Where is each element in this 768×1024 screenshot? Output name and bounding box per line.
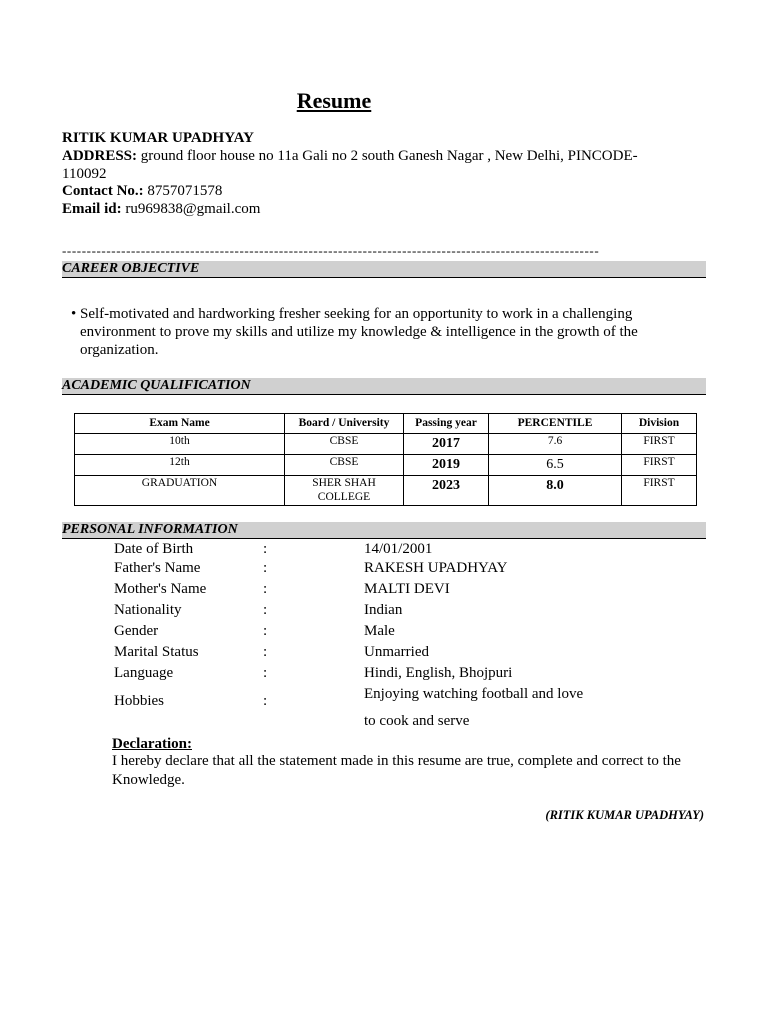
column-header: PERCENTILE [489, 414, 622, 434]
field-label-gender: Gender [114, 623, 159, 639]
personal-information-bar [62, 522, 706, 539]
field-label-dob: Date of Birth [114, 541, 194, 557]
field-value-mother: MALTI DEVI [364, 581, 450, 597]
field-label-nationality: Nationality [114, 602, 182, 618]
field-value-hobbies: Enjoying watching football and love [364, 686, 584, 702]
declaration-heading: Declaration: [112, 736, 192, 752]
contact-label: Contact No.: [62, 183, 144, 199]
field-value-nationality: Indian [364, 602, 403, 618]
column-header: Passing year [404, 414, 489, 434]
signature: (RITIK KUMAR UPADHYAY) [545, 808, 704, 822]
column-header: Board / University [285, 414, 404, 434]
field-value-gender: Male [364, 623, 395, 639]
table-row [75, 434, 697, 455]
address-line [62, 147, 638, 165]
board-name: SHER SHAH COLLEGE [312, 477, 376, 503]
field-value-father: RAKESH UPADHYAY [364, 560, 508, 576]
field-separator: : [263, 602, 268, 618]
email-value: ru969838@gmail.com [121, 201, 261, 217]
exam-name-cell: 12th [75, 455, 285, 476]
field-separator: : [263, 665, 268, 681]
address-value: ground floor house no 11a Gali no 2 south Ganesh Nagar , New Delhi, PINCODE- [137, 148, 638, 164]
field-label-marital-status: Marital Status [114, 644, 199, 660]
candidate-name: RITIK KUMAR UPADHYAY [62, 130, 254, 146]
passing-year-cell [404, 455, 489, 476]
passing-year-cell [404, 434, 489, 455]
percentile-cell [489, 476, 622, 506]
table-row [75, 455, 697, 476]
division-cell: FIRST [622, 434, 697, 455]
table-row [75, 476, 697, 506]
board-cell [285, 476, 404, 506]
career-objective-bar [62, 261, 706, 278]
exam-name-cell: 10th [75, 434, 285, 455]
field-value-dob: 14/01/2001 [364, 541, 433, 557]
email-label: Email id: [62, 201, 122, 217]
passing-year: 2019 [432, 457, 460, 472]
academic-qualification-bar [62, 378, 706, 395]
percentile: 8.0 [546, 478, 564, 493]
board-cell: CBSE [285, 434, 404, 455]
field-separator: : [263, 581, 268, 597]
percentile: 6.5 [546, 457, 564, 472]
email-line [62, 200, 260, 218]
exam-name-cell: GRADUATION [75, 476, 285, 506]
field-separator: : [263, 644, 268, 660]
academic-qualification-heading: ACADEMIC QUALIFICATION [62, 378, 251, 393]
personal-information-heading: PERSONAL INFORMATION [62, 522, 238, 537]
address-label: ADDRESS: [62, 148, 138, 164]
field-separator: : [263, 623, 268, 639]
field-value-marital-status: Unmarried [364, 644, 429, 660]
field-label-language: Language [114, 665, 174, 681]
declaration-text: I hereby declare that all the statement made in this resume are true, complete and correct to the Knowledge. [112, 753, 681, 788]
contact-line [62, 182, 222, 200]
percentile-cell: 7.6 [489, 434, 622, 455]
dashed-divider: ------------------------------------------------------------------------------------------------------------- [62, 243, 600, 257]
passing-year: 2017 [432, 436, 460, 451]
career-objective-heading: CAREER OBJECTIVE [62, 261, 200, 276]
resume-title: Resume [296, 88, 372, 113]
division-cell: FIRST [622, 455, 697, 476]
field-label-father: Father's Name [114, 560, 201, 576]
field-value-language: Hindi, English, Bhojpuri [364, 665, 513, 681]
percentile-cell [489, 455, 622, 476]
field-label-hobbies: Hobbies [114, 693, 164, 709]
bullet-icon: • [71, 306, 77, 322]
division-cell: FIRST [622, 476, 697, 506]
column-header: Exam Name [75, 414, 285, 434]
career-objective-item [71, 305, 671, 359]
field-separator: : [263, 693, 268, 709]
contact-value: 8757071578 [143, 183, 223, 199]
field-label-mother: Mother's Name [114, 581, 207, 597]
address-line-2: 110092 [62, 166, 107, 182]
career-objective-text: Self-motivated and hardworking fresher seeking for an opportunity to work in a challenging environment to prove my skills and utilize my knowledge & intelligence in the growth of the organization. [80, 306, 638, 358]
board-cell: CBSE [285, 455, 404, 476]
passing-year-cell [404, 476, 489, 506]
field-value-hobbies-line2: to cook and serve [364, 713, 470, 729]
academic-table [74, 413, 697, 506]
passing-year: 2023 [432, 478, 460, 493]
field-separator: : [263, 541, 268, 557]
field-separator: : [263, 560, 268, 576]
table-header-row [75, 414, 697, 434]
column-header: Division [622, 414, 697, 434]
